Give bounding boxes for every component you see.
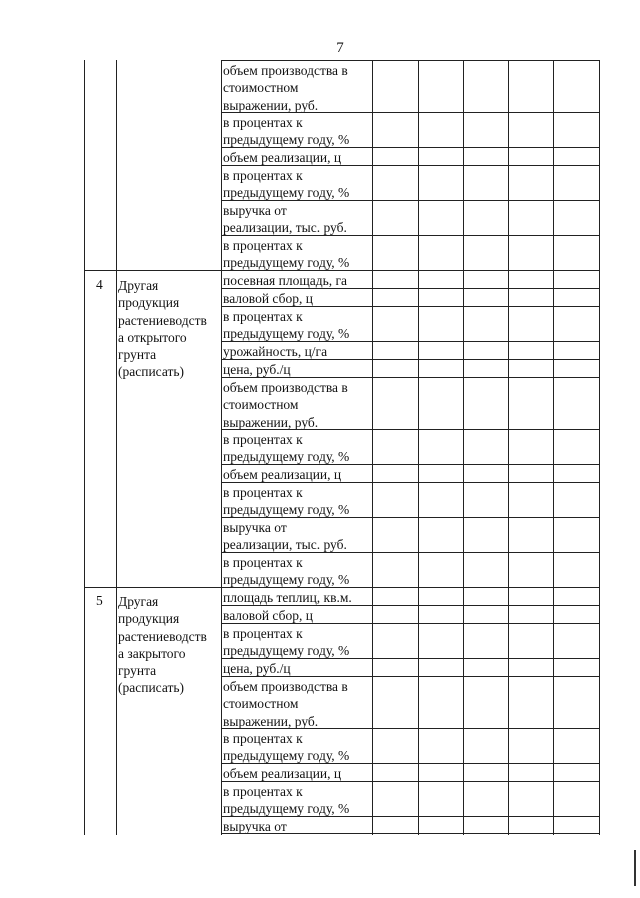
data-table <box>84 60 600 835</box>
indicator-label: посевная площадь, га <box>223 273 348 288</box>
scan-edge-mark <box>634 850 640 886</box>
indicator-label: объем производства в стоимостном выражении, руб. <box>223 63 348 112</box>
indicator-label: в процентах к предыдущему году, % <box>223 485 350 517</box>
indicator-label: выручка от реализации, тыс. руб. <box>223 203 347 235</box>
indicator-label: в процентах к предыдущему году, % <box>223 238 350 270</box>
indicator-label: валовой сбор, ц <box>223 291 313 306</box>
indicator-label: в процентах к предыдущему году, % <box>223 555 350 587</box>
group-name: Другая продукция растениеводств а открытого грунта (расписать) <box>118 278 207 380</box>
indicator-label: валовой сбор, ц <box>223 608 313 623</box>
indicator-label: выручка от <box>223 819 287 833</box>
column-divider <box>508 60 509 835</box>
column-divider <box>553 60 554 835</box>
group-index: 5 <box>96 593 103 608</box>
indicator-label: объем реализации, ц <box>223 150 342 165</box>
indicator-label: в процентах к предыдущему году, % <box>223 731 350 763</box>
indicator-label: цена, руб./ц <box>223 362 291 377</box>
indicator-label: площадь теплиц, кв.м. <box>223 590 352 605</box>
indicator-label: в процентах к предыдущему году, % <box>223 626 350 658</box>
indicator-label: в процентах к предыдущему году, % <box>223 432 350 464</box>
indicator-label: цена, руб./ц <box>223 661 291 676</box>
column-divider <box>418 60 419 835</box>
table-border-left <box>84 60 85 835</box>
indicator-label: объем реализации, ц <box>223 766 342 781</box>
row-divider <box>221 833 599 834</box>
indicator-label: объем производства в стоимостном выражении, руб. <box>223 679 348 728</box>
indicator-label: в процентах к предыдущему году, % <box>223 115 350 147</box>
column-divider <box>463 60 464 835</box>
column-divider <box>116 60 117 835</box>
indicator-label: урожайность, ц/га <box>223 344 328 359</box>
indicator-label: в процентах к предыдущему году, % <box>223 168 350 200</box>
indicator-label: в процентах к предыдущему году, % <box>223 309 350 341</box>
indicator-label: в процентах к предыдущему году, % <box>223 784 350 816</box>
page-number: 7 <box>336 40 344 56</box>
group-index: 4 <box>96 277 103 292</box>
column-divider <box>372 60 373 835</box>
indicator-label: выручка от реализации, тыс. руб. <box>223 520 347 552</box>
table-border-right <box>599 60 600 835</box>
indicator-label: объем производства в стоимостном выражении, руб. <box>223 380 348 429</box>
group-name: Другая продукция растениеводств а закрытого грунта (расписать) <box>118 594 207 696</box>
indicator-label: объем реализации, ц <box>223 467 342 482</box>
